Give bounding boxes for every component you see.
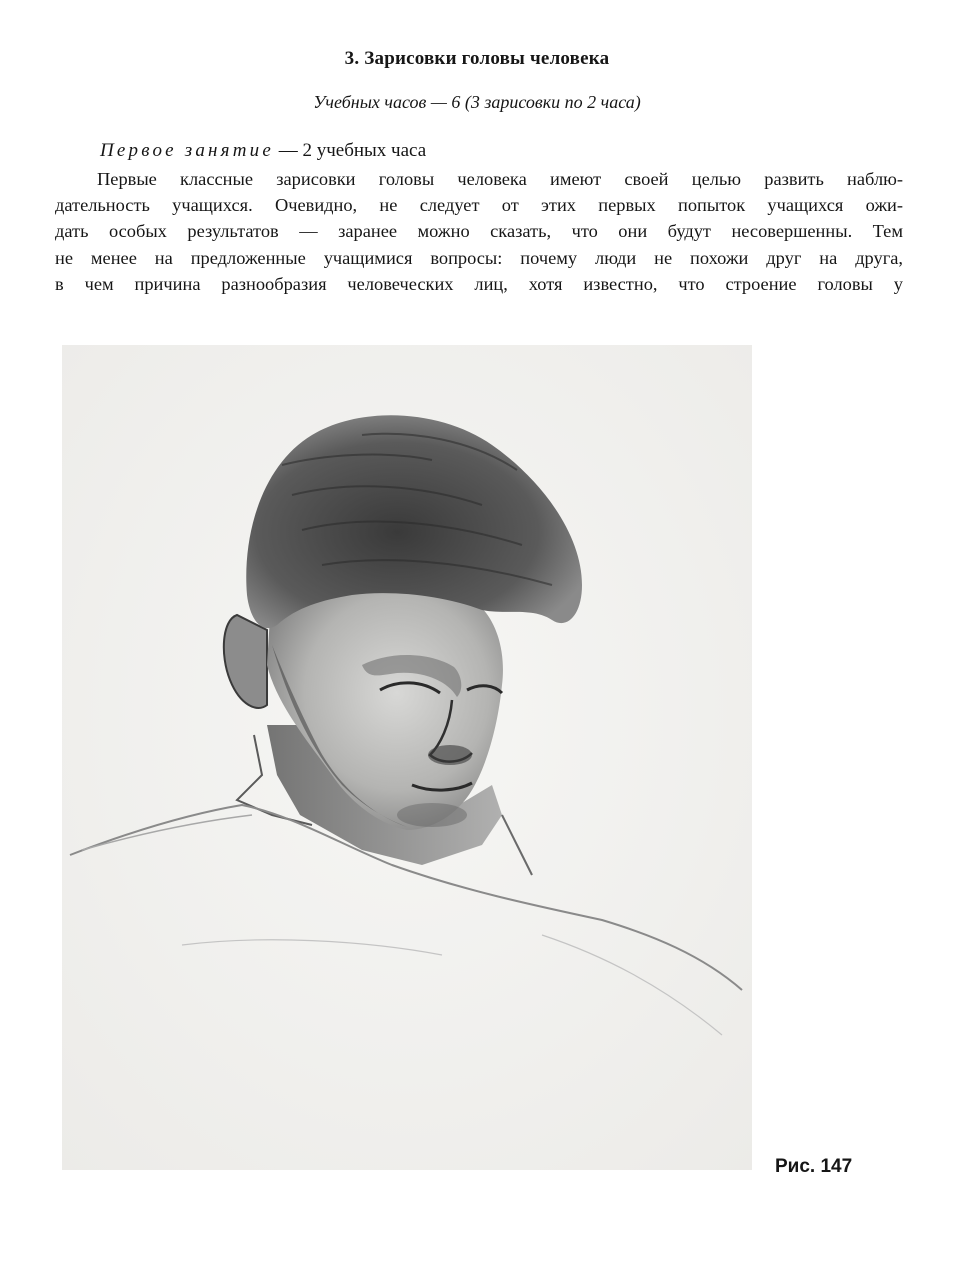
paragraph-line: дательность учащихся. Очевидно, не следует от этих первых попыток учащихся ожи- — [55, 195, 903, 216]
figure-caption: Рис. 147 — [775, 1156, 853, 1177]
paragraph-line: в чем причина разнообразия человеческих лиц, хотя известно, что строение головы у — [55, 273, 903, 294]
paragraph-line: дать особых результатов — заранее можно сказать, что они будут несовершенны. Тем — [55, 221, 903, 242]
lesson-heading — [100, 140, 426, 162]
chin-shadow — [397, 803, 467, 827]
lesson-label: Первое занятие — [100, 140, 274, 161]
section-title: 3. Зарисовки головы человека — [344, 48, 610, 69]
body-paragraph — [55, 166, 903, 297]
section-subtitle: Учебных часов — 6 (3 зарисовки по 2 часа) — [313, 92, 641, 112]
nose-shadow — [428, 745, 472, 765]
paragraph-line: Первые классные зарисовки головы человека имеют своей целью развить наблю- — [97, 169, 903, 189]
portrait-sketch — [62, 345, 752, 1170]
portrait-sketch-figure — [62, 345, 752, 1170]
paragraph-line: не менее на предложенные учащимися вопросы: почему люди не похожи друг на друга, — [55, 247, 903, 268]
lesson-duration: — 2 учебных часа — [273, 140, 427, 161]
